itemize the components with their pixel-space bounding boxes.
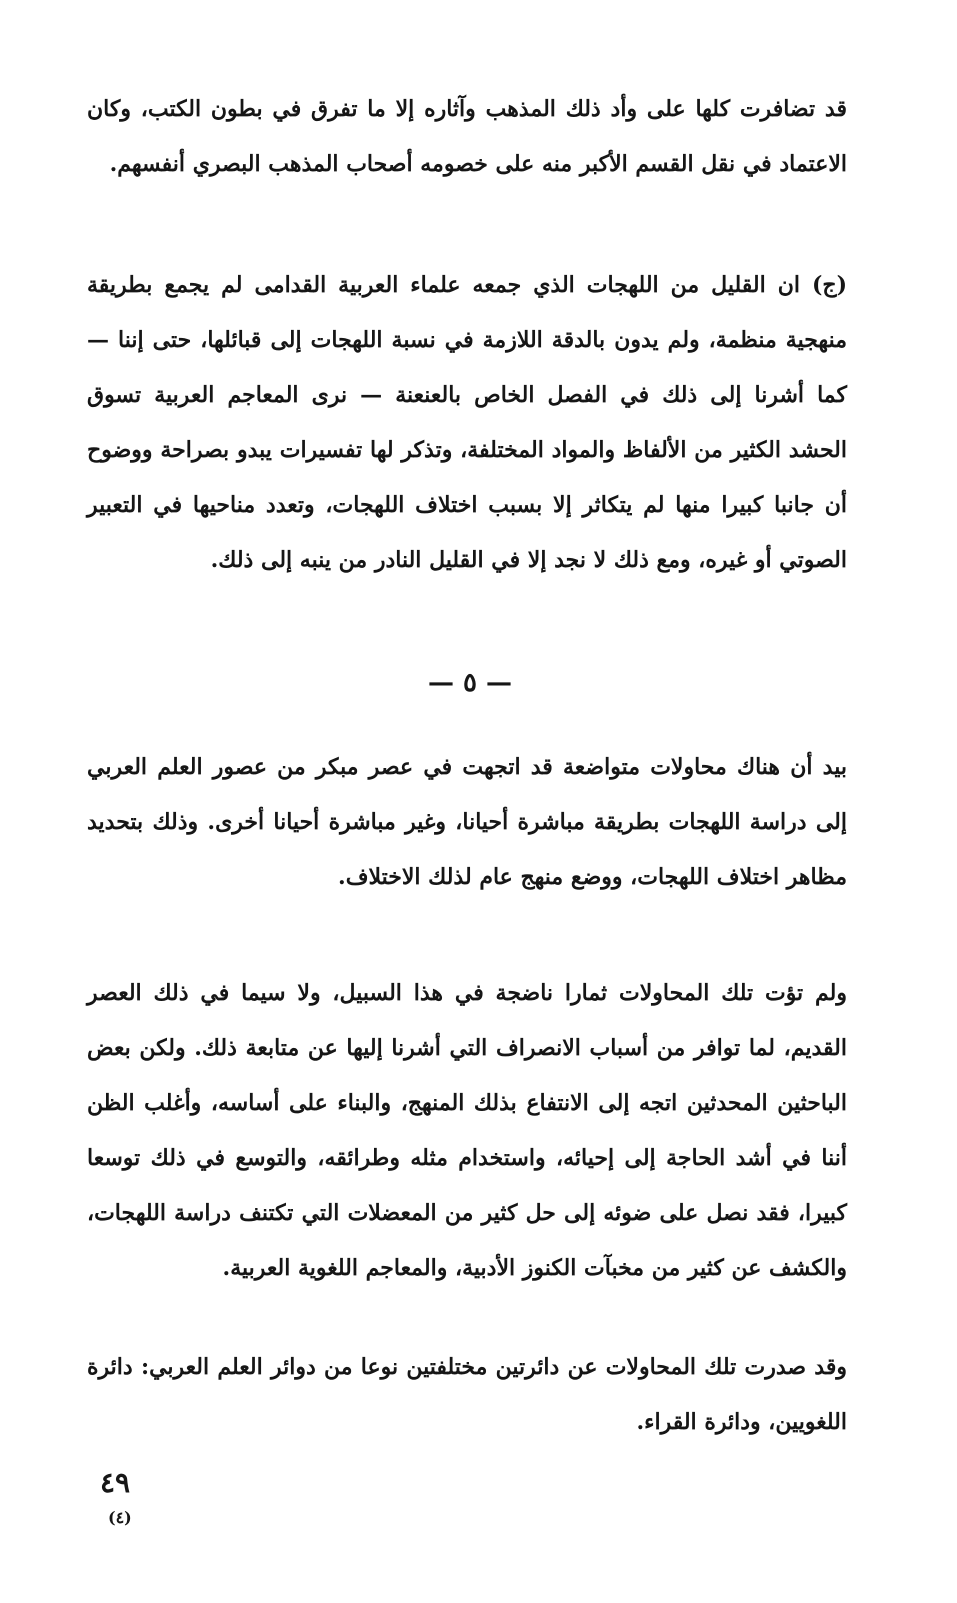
paragraph-5: وقد صدرت تلك المحاولات عن دائرتين مختلفتين نوعا من دوائر العلم العربي: دائرة اللغويين، ودائرة القراء. (87, 1354, 847, 1435)
section-number: — ٥ — (427, 668, 513, 698)
signature-mark: (٤) (108, 1508, 132, 1527)
page-number: ٤٩ (100, 1466, 131, 1499)
paragraph-4: ولم تؤت تلك المحاولات ثمارا ناضجة في هذا السبيل، ولا سيما في ذلك العصر القديم، لما توافر من أسباب الانصراف التي أشرنا إليها عن متابعة ذلك. ولكن بعض الباحثين المحدثين اتجه إلى الانتفاع بذلك المنهج، والبناء على أساسه، وأغلب الظن أننا في أشد الحاجة إلى إحيائه، واستخدام مثله وطرائقه، والتوسع في ذلك توسعا كبيرا، فقد نصل على ضوئه إلى حل كثير من المعضلات التي تكتنف دراسة اللهجات، والكشف عن كثير من مخبآت الكنوز الأدبية، والمعاجم اللغوية العربية. (87, 980, 847, 1281)
paragraph-1: قد تضافرت كلها على وأد ذلك المذهب وآثاره إلا ما تفرق في بطون الكتب، وكان الاعتماد في نقل القسم الأكبر منه على خصومه أصحاب المذهب البصري أنفسهم. (87, 96, 847, 177)
paragraph-2: (ج) ان القليل من اللهجات الذي جمعه علماء العربية القدامى لم يجمع بطريقة منهجية منظمة، ولم يدون بالدقة اللازمة في نسبة اللهجات إلى قبائلها، حتى إننا — كما أشرنا إلى ذلك في الفصل الخاص بالعنعنة — نرى المعاجم العربية تسوق الحشد الكثير من الألفاظ والمواد المختلفة، وتذكر لها تفسيرات يبدو بصراحة ووضوح أن جانبا كبيرا منها لم يتكاثر إلا بسبب اختلاف اللهجات، وتعدد مناحيها في التعبير الصوتي أو غيره، ومع ذلك لا نجد إلا في القليل النادر من ينبه إلى ذلك. (87, 272, 847, 573)
paragraph-3: بيد أن هناك محاولات متواضعة قد اتجهت في عصر مبكر من عصور العلم العربي إلى دراسة اللهجات بطريقة مباشرة أحيانا، وغير مباشرة أحيانا أخرى. وذلك بتحديد مظاهر اختلاف اللهجات، ووضع منهج عام لذلك الاختلاف. (87, 754, 847, 890)
